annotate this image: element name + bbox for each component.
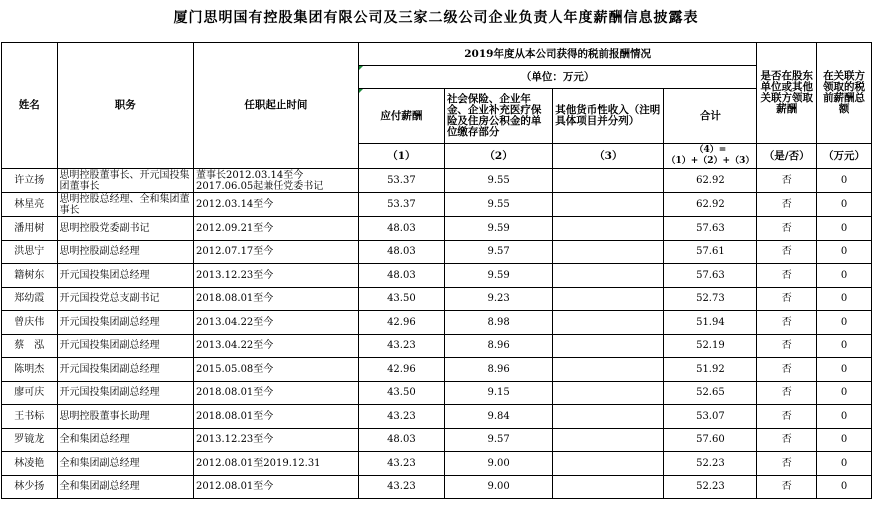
- cell-tenure: 2012.03.14至今: [194, 193, 359, 217]
- cell-social: 9.59: [444, 217, 552, 241]
- header-related-amount: 在关联方领取的税前薪酬总额: [817, 43, 872, 144]
- cell-tenure: 2018.08.01至今: [194, 381, 359, 405]
- cell-related-amount: 0: [817, 452, 872, 476]
- cell-tenure: 2013.12.23至今: [194, 428, 359, 452]
- header-tenure: 任职起止时间: [194, 43, 359, 169]
- cell-tenure: 2013.04.22至今: [194, 311, 359, 335]
- header-group: 2019年度从本公司获得的税前报酬情况: [358, 43, 757, 66]
- cell-salary: 48.03: [358, 240, 444, 264]
- table-row: [2, 264, 872, 288]
- cell-salary: 43.23: [358, 452, 444, 476]
- cell-other: [553, 381, 664, 405]
- cell-other: [553, 334, 664, 358]
- cell-related: 否: [757, 405, 817, 429]
- code-1: （1）: [358, 144, 444, 169]
- code-4: （4）=（1）+（2）+（3）: [664, 144, 757, 169]
- cell-salary: 48.03: [358, 217, 444, 241]
- cell-other: [553, 405, 664, 429]
- cell-tenure: 2012.09.21至今: [194, 217, 359, 241]
- cell-name: 曾庆伟: [2, 311, 58, 335]
- cell-related: 否: [757, 264, 817, 288]
- cell-salary: 42.96: [358, 358, 444, 382]
- cell-social: 9.55: [444, 193, 552, 217]
- cell-related: 否: [757, 217, 817, 241]
- cell-social: 9.00: [444, 452, 552, 476]
- cell-position: 思明控股党委副书记: [57, 217, 194, 241]
- cell-related: 否: [757, 358, 817, 382]
- header-related: 是否在股东单位或其他关联方领取薪酬: [757, 43, 817, 144]
- cell-related: 否: [757, 334, 817, 358]
- cell-total: 52.19: [664, 334, 757, 358]
- compensation-table: [1, 42, 872, 499]
- cell-tenure: 2012.07.17至今: [194, 240, 359, 264]
- cell-total: 57.61: [664, 240, 757, 264]
- cell-total: 51.94: [664, 311, 757, 335]
- code-3: （3）: [553, 144, 664, 169]
- cell-total: 52.65: [664, 381, 757, 405]
- cell-tenure: 2018.08.01至今: [194, 405, 359, 429]
- table-row: [2, 334, 872, 358]
- cell-social: 8.96: [444, 334, 552, 358]
- cell-social: 9.00: [444, 475, 552, 499]
- cell-name: 林少扬: [2, 475, 58, 499]
- cell-total: 62.92: [664, 169, 757, 193]
- cell-other: [553, 452, 664, 476]
- cell-position: 全和集团副总经理: [57, 452, 194, 476]
- cell-related-amount: 0: [817, 405, 872, 429]
- cell-related: 否: [757, 428, 817, 452]
- cell-position: 开元国投集团总经理: [57, 264, 194, 288]
- cell-other: [553, 358, 664, 382]
- header-position: 职务: [57, 43, 194, 169]
- cell-other: [553, 169, 664, 193]
- cell-salary: 43.23: [358, 405, 444, 429]
- cell-related-amount: 0: [817, 169, 872, 193]
- cell-salary: 48.03: [358, 264, 444, 288]
- cell-position: 开元国投党总支副书记: [57, 287, 194, 311]
- cell-tenure: 2015.05.08至今: [194, 358, 359, 382]
- cell-total: 52.23: [664, 452, 757, 476]
- cell-total: 53.07: [664, 405, 757, 429]
- cell-total: 57.60: [664, 428, 757, 452]
- cell-related-amount: 0: [817, 311, 872, 335]
- cell-salary: 43.50: [358, 287, 444, 311]
- cell-total: 52.73: [664, 287, 757, 311]
- cell-social: 8.96: [444, 358, 552, 382]
- cell-social: 9.57: [444, 428, 552, 452]
- cell-salary: 43.50: [358, 381, 444, 405]
- cell-tenure: 2013.12.23至今: [194, 264, 359, 288]
- code-5: （是/否）: [757, 144, 817, 169]
- cell-total: 51.92: [664, 358, 757, 382]
- cell-name: 洪思宁: [2, 240, 58, 264]
- cell-name: 籍树东: [2, 264, 58, 288]
- page-title: 厦门思明国有控股集团有限公司及三家二级公司企业负责人年度薪酬信息披露表: [173, 10, 699, 26]
- cell-related-amount: 0: [817, 240, 872, 264]
- table-row: [2, 475, 872, 499]
- cell-related-amount: 0: [817, 193, 872, 217]
- table-row: [2, 428, 872, 452]
- cell-position: 思明控股董事长助理: [57, 405, 194, 429]
- cell-name: 廖可庆: [2, 381, 58, 405]
- header-social: 社会保险、企业年金、企业补充医疗保险及住房公积金的单位缴存部分: [444, 89, 552, 144]
- header-total: 合计: [664, 89, 757, 144]
- header-other: 其他货币性收入（注明具体项目并分列）: [553, 89, 664, 144]
- cell-salary: 53.37: [358, 169, 444, 193]
- table-row: [2, 452, 872, 476]
- cell-position: 开元国投集团副总经理: [57, 381, 194, 405]
- cell-related-amount: 0: [817, 264, 872, 288]
- cell-tenure: 2013.04.22至今: [194, 334, 359, 358]
- cell-related: 否: [757, 169, 817, 193]
- cell-other: [553, 475, 664, 499]
- cell-position: 全和集团副总经理: [57, 475, 194, 499]
- cell-related: 否: [757, 475, 817, 499]
- cell-social: 9.59: [444, 264, 552, 288]
- cell-social: 8.98: [444, 311, 552, 335]
- cell-salary: 43.23: [358, 334, 444, 358]
- cell-related-amount: 0: [817, 381, 872, 405]
- table-row: [2, 287, 872, 311]
- cell-position: 思明控股总经理、全和集团董事长: [57, 193, 194, 217]
- table-row: [2, 381, 872, 405]
- cell-related: 否: [757, 287, 817, 311]
- cell-name: 许立扬: [2, 169, 58, 193]
- code-2: （2）: [444, 144, 552, 169]
- cell-social: 9.57: [444, 240, 552, 264]
- cell-tenure: 2012.08.01至今: [194, 475, 359, 499]
- cell-name: 林星亮: [2, 193, 58, 217]
- header-unit: （单位：万元）: [358, 66, 757, 89]
- cell-related: 否: [757, 452, 817, 476]
- cell-name: 林凌艳: [2, 452, 58, 476]
- cell-related: 否: [757, 193, 817, 217]
- table-row: [2, 358, 872, 382]
- cell-other: [553, 217, 664, 241]
- cell-related-amount: 0: [817, 287, 872, 311]
- cell-position: 全和集团总经理: [57, 428, 194, 452]
- cell-related: 否: [757, 311, 817, 335]
- header-name: 姓名: [2, 43, 58, 169]
- cell-related-amount: 0: [817, 475, 872, 499]
- table-row: [2, 311, 872, 335]
- cell-name: 郑幼霞: [2, 287, 58, 311]
- cell-position: 思明控股董事长、开元国投集团董事长: [57, 169, 194, 193]
- cell-tenure: 2018.08.01至今: [194, 287, 359, 311]
- cell-total: 52.23: [664, 475, 757, 499]
- header-salary: 应付薪酬: [358, 89, 444, 144]
- cell-total: 57.63: [664, 217, 757, 241]
- table-row: [2, 169, 872, 193]
- cell-total: 57.63: [664, 264, 757, 288]
- cell-related-amount: 0: [817, 358, 872, 382]
- cell-related-amount: 0: [817, 217, 872, 241]
- cell-salary: 53.37: [358, 193, 444, 217]
- table-row: [2, 240, 872, 264]
- cell-name: 罗镜龙: [2, 428, 58, 452]
- cell-name: 潘用树: [2, 217, 58, 241]
- table-row: [2, 193, 872, 217]
- cell-other: [553, 428, 664, 452]
- cell-salary: 42.96: [358, 311, 444, 335]
- cell-other: [553, 264, 664, 288]
- cell-other: [553, 311, 664, 335]
- cell-social: 9.15: [444, 381, 552, 405]
- cell-position: 开元国投集团副总经理: [57, 311, 194, 335]
- cell-other: [553, 240, 664, 264]
- cell-total: 62.92: [664, 193, 757, 217]
- cell-other: [553, 287, 664, 311]
- cell-social: 9.84: [444, 405, 552, 429]
- cell-related: 否: [757, 381, 817, 405]
- code-6: （万元）: [817, 144, 872, 169]
- cell-salary: 48.03: [358, 428, 444, 452]
- cell-salary: 43.23: [358, 475, 444, 499]
- cell-social: 9.23: [444, 287, 552, 311]
- cell-tenure: 2012.08.01至2019.12.31: [194, 452, 359, 476]
- table-row: [2, 217, 872, 241]
- table-row: [2, 405, 872, 429]
- cell-related-amount: 0: [817, 428, 872, 452]
- cell-name: 蔡 泓: [2, 334, 58, 358]
- cell-position: 开元国投集团副总经理: [57, 334, 194, 358]
- cell-tenure: 董事长2012.03.14至今 2017.06.05起兼任党委书记: [194, 169, 359, 193]
- cell-position: 开元国投集团副总经理: [57, 358, 194, 382]
- cell-related: 否: [757, 240, 817, 264]
- cell-name: 王书标: [2, 405, 58, 429]
- cell-other: [553, 193, 664, 217]
- cell-position: 思明控股副总经理: [57, 240, 194, 264]
- cell-name: 陈明杰: [2, 358, 58, 382]
- cell-social: 9.55: [444, 169, 552, 193]
- cell-related-amount: 0: [817, 334, 872, 358]
